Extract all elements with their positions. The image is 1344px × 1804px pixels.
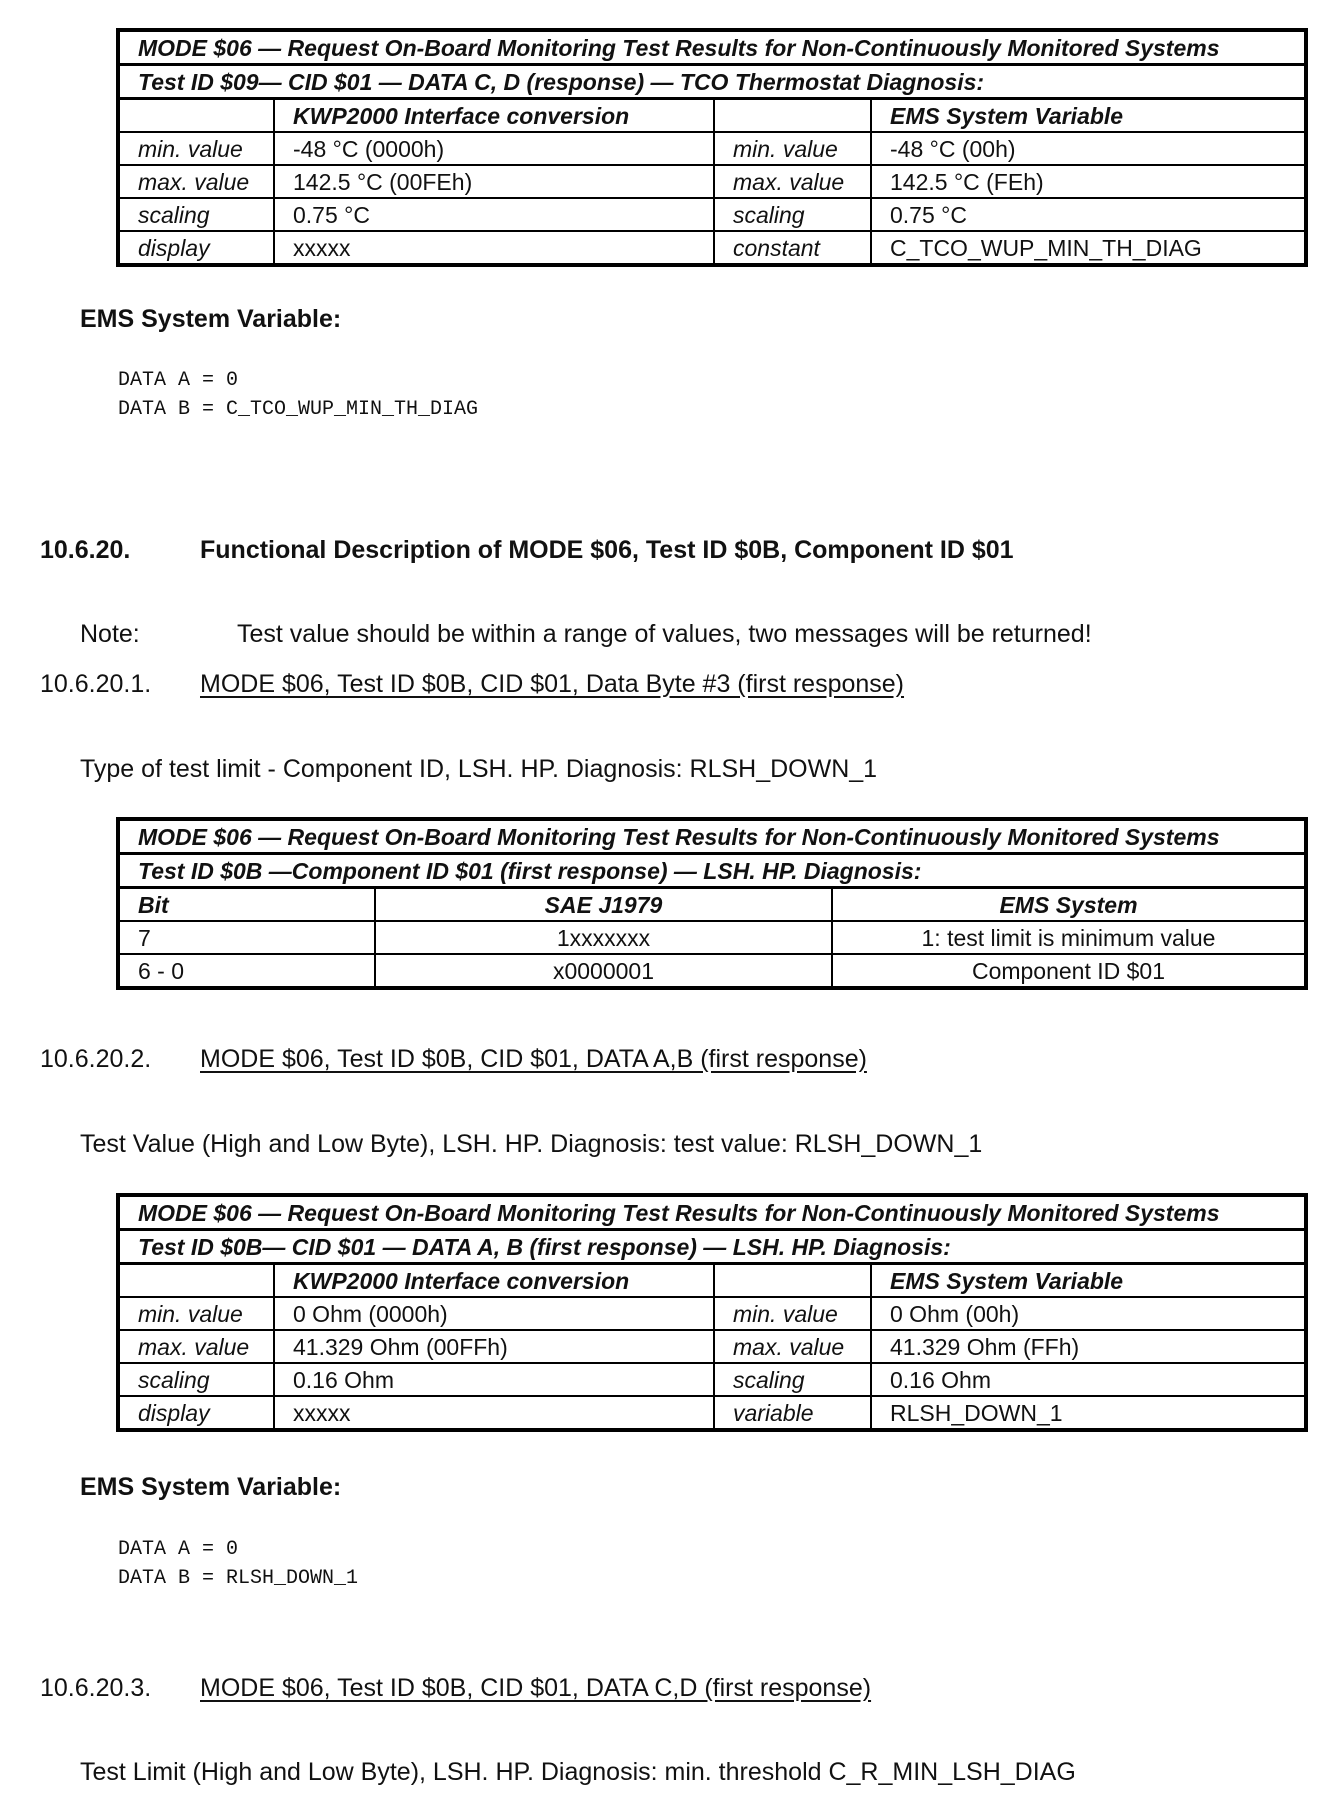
table-header-cell <box>714 1264 871 1298</box>
table-header-cell: KWP2000 Interface conversion <box>274 99 714 133</box>
code-line-data-a: DATA A = 0 <box>118 369 239 392</box>
spec-table-tco <box>116 28 1308 267</box>
table-row <box>118 165 1306 198</box>
note-label: Note: <box>80 620 140 648</box>
table-mode-title: MODE $06 — Request On-Board Monitoring Test Results for Non-Continuously Monitored Systems <box>118 30 1306 65</box>
table-cell: 0.16 Ohm <box>274 1363 714 1396</box>
paragraph: Test Limit (High and Low Byte), LSH. HP. Diagnosis: min. threshold C_R_MIN_LSH_DIAG <box>80 1758 1076 1786</box>
table-cell: min. value <box>118 132 274 165</box>
subsection-title: MODE $06, Test ID $0B, CID $01, DATA C,D (first response) <box>200 1674 872 1702</box>
table-cell: RLSH_DOWN_1 <box>871 1396 1306 1430</box>
table-cell: scaling <box>714 1363 871 1396</box>
table-row <box>118 132 1306 165</box>
table-cell: xxxxx <box>274 231 714 265</box>
table-row <box>118 198 1306 231</box>
subsection-heading <box>40 1674 871 1703</box>
table-mode-title: MODE $06 — Request On-Board Monitoring Test Results for Non-Continuously Monitored Systems <box>118 1195 1306 1230</box>
table-cell: 1: test limit is minimum value <box>832 921 1306 954</box>
table-header-cell: EMS System Variable <box>871 99 1306 133</box>
code-line-data-b: DATA B = C_TCO_WUP_MIN_TH_DIAG <box>118 398 479 421</box>
table-cell: max. value <box>714 1330 871 1363</box>
table-cell: 0.75 °C <box>274 198 714 231</box>
table-cell: 7 <box>118 921 375 954</box>
table-cell: Component ID $01 <box>832 954 1306 988</box>
code-line-data-a: DATA A = 0 <box>118 1538 239 1561</box>
table-cell: 0.75 °C <box>871 198 1306 231</box>
table-test-title: Test ID $0B —Component ID $01 (first response) — LSH. HP. Diagnosis: <box>118 854 1306 888</box>
code-line-data-b: DATA B = RLSH_DOWN_1 <box>118 1567 359 1590</box>
table-cell: 41.329 Ohm (00FFh) <box>274 1330 714 1363</box>
table-header-cell <box>118 99 274 133</box>
spec-table-bits <box>116 817 1308 990</box>
paragraph: Type of test limit - Component ID, LSH. HP. Diagnosis: RLSH_DOWN_1 <box>80 755 878 783</box>
paragraph: Test Value (High and Low Byte), LSH. HP. Diagnosis: test value: RLSH_DOWN_1 <box>80 1130 983 1158</box>
subsection-heading <box>40 1045 867 1074</box>
table-cell: 0 Ohm (00h) <box>871 1297 1306 1330</box>
table-cell: max. value <box>714 165 871 198</box>
table-cell: 142.5 °C (00FEh) <box>274 165 714 198</box>
subsection-title: MODE $06, Test ID $0B, CID $01, DATA A,B (first response) <box>200 1045 867 1073</box>
table-cell: 0.16 Ohm <box>871 1363 1306 1396</box>
subsection-number: 10.6.20.1. <box>40 670 152 698</box>
subsection-number: 10.6.20.3. <box>40 1674 152 1702</box>
table-cell: variable <box>714 1396 871 1430</box>
note <box>80 620 1092 649</box>
table-cell: -48 °C (00h) <box>871 132 1306 165</box>
table-row <box>118 1330 1306 1363</box>
table-header-cell: KWP2000 Interface conversion <box>274 1264 714 1298</box>
spec-table-lsh <box>116 1193 1308 1432</box>
table-row <box>118 1297 1306 1330</box>
table-header-cell: EMS System Variable <box>871 1264 1306 1298</box>
table-test-title: Test ID $0B— CID $01 — DATA A, B (first response) — LSH. HP. Diagnosis: <box>118 1230 1306 1264</box>
table-cell: min. value <box>714 132 871 165</box>
table-cell: 6 - 0 <box>118 954 375 988</box>
ems-code-block <box>118 366 478 424</box>
table-header-cell <box>118 1264 274 1298</box>
table-cell: scaling <box>118 1363 274 1396</box>
table-row <box>118 1396 1306 1430</box>
table-header-cell <box>714 99 871 133</box>
table-test-title: Test ID $09— CID $01 — DATA C, D (response) — TCO Thermostat Diagnosis: <box>118 65 1306 99</box>
table-cell: x0000001 <box>375 954 832 988</box>
table-header-cell: Bit <box>118 888 375 922</box>
table-header-cell: EMS System <box>832 888 1306 922</box>
table-cell: xxxxx <box>274 1396 714 1430</box>
subsection-number: 10.6.20.2. <box>40 1045 152 1073</box>
table-row <box>118 954 1306 988</box>
section-heading <box>40 536 1014 565</box>
table-cell: max. value <box>118 1330 274 1363</box>
table-cell: 41.329 Ohm (FFh) <box>871 1330 1306 1363</box>
ems-code-block <box>118 1535 358 1593</box>
table-cell: max. value <box>118 165 274 198</box>
table-cell: 0 Ohm (0000h) <box>274 1297 714 1330</box>
table-cell: min. value <box>118 1297 274 1330</box>
note-text: Test value should be within a range of values, two messages will be returned! <box>237 620 1092 648</box>
table-cell: 1xxxxxxx <box>375 921 832 954</box>
subsection-heading <box>40 670 904 699</box>
ems-variable-heading: EMS System Variable: <box>80 305 342 333</box>
table-mode-title: MODE $06 — Request On-Board Monitoring Test Results for Non-Continuously Monitored Systems <box>118 819 1306 854</box>
table-cell: -48 °C (0000h) <box>274 132 714 165</box>
table-row <box>118 231 1306 265</box>
table-cell: display <box>118 231 274 265</box>
table-cell: constant <box>714 231 871 265</box>
table-header-cell: SAE J1979 <box>375 888 832 922</box>
table-cell: C_TCO_WUP_MIN_TH_DIAG <box>871 231 1306 265</box>
table-cell: display <box>118 1396 274 1430</box>
table-row <box>118 921 1306 954</box>
ems-variable-heading: EMS System Variable: <box>80 1473 342 1501</box>
section-title: Functional Description of MODE $06, Test ID $0B, Component ID $01 <box>200 536 1014 564</box>
table-cell: 142.5 °C (FEh) <box>871 165 1306 198</box>
table-cell: min. value <box>714 1297 871 1330</box>
subsection-title: MODE $06, Test ID $0B, CID $01, Data Byte #3 (first response) <box>200 670 905 698</box>
table-cell: scaling <box>714 198 871 231</box>
section-number: 10.6.20. <box>40 536 131 564</box>
table-cell: scaling <box>118 198 274 231</box>
table-row <box>118 1363 1306 1396</box>
